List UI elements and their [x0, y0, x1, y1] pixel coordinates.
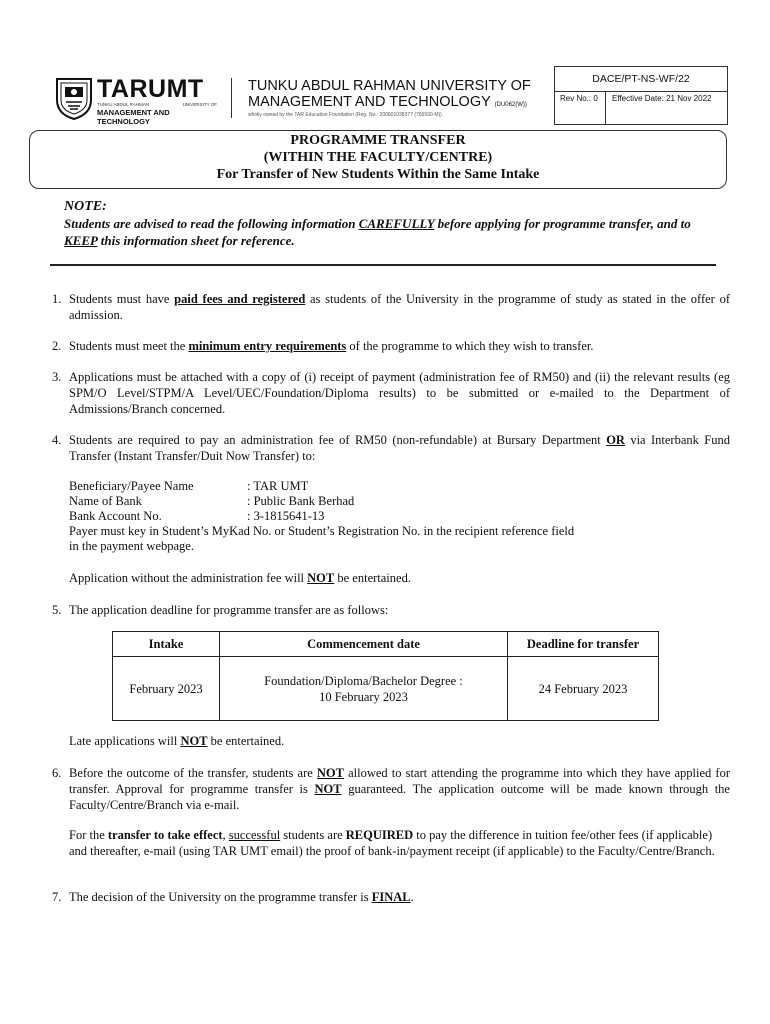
- account-row: [69, 509, 574, 524]
- university-act: (DU062(W)): [494, 102, 527, 108]
- account-value: : 3-1815641-13: [247, 509, 325, 523]
- list-number: 7.: [52, 890, 62, 904]
- university-crest-logo: [54, 76, 94, 120]
- list-item-text: [69, 338, 730, 354]
- item6-emphasis-2: NOT: [314, 782, 342, 796]
- list-item-text: [69, 432, 730, 464]
- university-name-line1: TUNKU ABDUL RAHMAN UNIVERSITY OF: [248, 78, 531, 94]
- tarumt-brand: [97, 77, 217, 126]
- list-item-4: [52, 432, 730, 464]
- ownership-statement: wholly owned by the TAR Education Foundation (Reg. No.: 200601038377 (765590-M)): [248, 112, 442, 118]
- note-emphasis-keep: KEEP: [64, 233, 98, 248]
- list-item-text: [69, 291, 730, 323]
- table-header-deadline: Deadline for transfer: [508, 632, 659, 657]
- admin-fee-note: [69, 570, 729, 586]
- bank-details: [69, 479, 574, 554]
- commencement-line1: Foundation/Diploma/Bachelor Degree :: [264, 673, 463, 688]
- item2-emphasis: minimum entry requirements: [188, 339, 347, 353]
- list-item-text: The application deadline for programme transfer are as follows:: [69, 603, 389, 617]
- title-line2: (WITHIN THE FACULTY/CENTRE): [263, 150, 493, 165]
- account-label: Bank Account No.: [69, 509, 162, 523]
- late-note-text-2: be entertained.: [207, 734, 285, 748]
- note-heading: NOTE:: [64, 199, 107, 214]
- document-reference-box: [554, 66, 728, 125]
- university-name-line2: [248, 94, 531, 113]
- item2-text-1: Students must meet the: [69, 339, 189, 353]
- table-header-intake: Intake: [113, 632, 220, 657]
- header-divider: [231, 78, 232, 118]
- brand-wordmark: TARUMT: [97, 75, 204, 103]
- horizontal-rule: [50, 264, 716, 266]
- table-header-row: [113, 632, 659, 657]
- brand-subtitle: MANAGEMENT AND TECHNOLOGY: [97, 108, 170, 126]
- university-name-line2-text: MANAGEMENT AND TECHNOLOGY: [248, 94, 491, 110]
- effective-date: Effective Date: 21 Nov 2022: [612, 94, 712, 103]
- item4-emphasis: OR: [606, 433, 625, 447]
- list-item-6: [52, 765, 730, 813]
- item7-text-1: The decision of the University on the programme transfer is: [69, 890, 372, 904]
- title-line3: For Transfer of New Students Within the Same Intake: [216, 167, 540, 182]
- payee-value: : TAR UMT: [247, 479, 309, 493]
- brand-tiny-right: UNIVERSITY OF: [182, 102, 217, 107]
- effect-text-2: ,: [222, 828, 229, 842]
- payee-label: Beneficiary/Payee Name: [69, 479, 194, 493]
- admin-fee-text-2: be entertained.: [334, 571, 411, 585]
- effect-emphasis-1: transfer to take effect: [107, 828, 223, 842]
- late-applications-note: [69, 733, 729, 749]
- document-code: DACE/PT-NS-WF/22: [555, 67, 727, 92]
- revision-number: Rev No.: 0: [555, 91, 606, 124]
- list-number: 5.: [52, 603, 62, 617]
- list-item-text: [69, 889, 730, 905]
- note-block: [64, 198, 704, 249]
- item6-text-2: allowed to start attending the programme into which they have applied for transfer. Approval for programme transfer is: [69, 766, 730, 796]
- university-name: [248, 78, 531, 113]
- payer-instruction-line2: in the payment webpage.: [69, 539, 194, 553]
- effect-text-3: students are: [280, 828, 346, 842]
- list-item-text: [69, 765, 730, 813]
- table-header-commencement: Commencement date: [220, 632, 508, 657]
- deadline-table: [112, 631, 659, 721]
- brand-tiny-left: TUNKU ABDUL RAHMAN: [97, 102, 150, 107]
- list-item-1: [52, 291, 730, 323]
- item7-emphasis: FINAL: [371, 890, 411, 904]
- list-number: 2.: [52, 339, 62, 353]
- bank-value: : Public Bank Berhad: [247, 494, 355, 508]
- admin-fee-emphasis: NOT: [307, 571, 335, 585]
- list-item-2: [52, 338, 730, 354]
- list-item-7: [52, 889, 730, 905]
- late-note-emphasis: NOT: [180, 734, 208, 748]
- item6-emphasis-1: NOT: [316, 766, 344, 780]
- table-row: [113, 657, 659, 721]
- title-box: [29, 130, 727, 189]
- late-note-text-1: Late applications will: [69, 734, 181, 748]
- effect-underline-successful: successful: [228, 828, 281, 842]
- list-number: 4.: [52, 433, 62, 447]
- list-number: 1.: [52, 292, 62, 306]
- effect-emphasis-required: REQUIRED: [345, 828, 414, 842]
- item6-text-3: guaranteed. The application outcome will be made known through the Faculty/Centre/Branch via e-mail.: [69, 782, 730, 812]
- bank-row: [69, 494, 574, 509]
- bank-label: Name of Bank: [69, 494, 142, 508]
- note-text-3: this information sheet for reference.: [97, 233, 295, 248]
- item1-text-1: Students must have: [69, 292, 175, 306]
- item1-emphasis: paid fees and registered: [174, 292, 306, 306]
- title-line1: PROGRAMME TRANSFER: [290, 133, 466, 148]
- item4-text-1: Students are required to pay an administration fee of RM50 (non-refundable) at Bursary Department: [69, 433, 607, 447]
- list-number: 3.: [52, 370, 62, 384]
- payer-instruction-line1: Payer must key in Student’s MyKad No. or Student’s Registration No. in the recipient reference field: [69, 524, 575, 538]
- item6-text-1: Before the outcome of the transfer, students are: [69, 766, 317, 780]
- payee-row: [69, 479, 574, 494]
- table-cell-intake: February 2023: [113, 657, 220, 721]
- table-cell-commencement: [220, 657, 508, 721]
- item4-text-2: via Interbank Fund Transfer (Instant Transfer/Duit Now Transfer) to:: [69, 433, 730, 463]
- note-text-1: Students are advised to read the following information: [64, 216, 359, 231]
- note-emphasis-carefully: CAREFULLY: [358, 216, 435, 231]
- transfer-effect-note: [69, 827, 729, 859]
- admin-fee-text-1: Application without the administration fee will: [69, 571, 308, 585]
- list-item-3: [52, 369, 730, 417]
- note-text: [64, 215, 704, 249]
- item2-text-2: of the programme to which they wish to transfer.: [346, 339, 594, 353]
- commencement-line2: 10 February 2023: [319, 689, 408, 704]
- list-item-5: [52, 602, 730, 618]
- table-cell-deadline: 24 February 2023: [508, 657, 659, 721]
- note-text-2: before applying for programme transfer, and to: [434, 216, 691, 231]
- effect-text-1: For the: [69, 828, 108, 842]
- effect-text-4: to pay the difference in tuition fee/other fees (if applicable) and thereafter, e-mail (using TAR UMT email) the proof of bank-in/payment receipt (if applicable) to the Faculty/Centre/Branch.: [69, 828, 715, 858]
- list-item-text: Applications must be attached with a copy of (i) receipt of payment (administration fee of RM50) and (ii) the relevant results (eg SPM/O Level/STPM/A Level/UEC/Foundation/Diploma results) to be submitted or e-mailed to the Department of Admissions/Branch concerned.: [69, 370, 730, 416]
- item1-text-2: as students of the University in the programme of study as stated in the offer of admission.: [69, 292, 730, 322]
- list-number: 6.: [52, 766, 62, 780]
- item7-text-2: .: [410, 890, 414, 904]
